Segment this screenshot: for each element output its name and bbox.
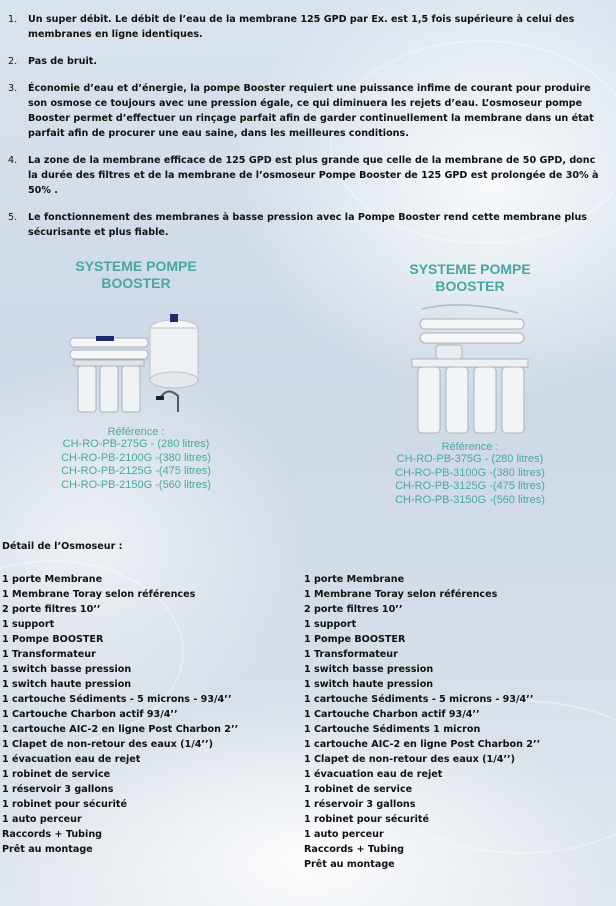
part-item: 1 switch basse pression <box>304 664 434 675</box>
feature-number: 2. <box>8 56 18 67</box>
part-item: 1 Transformateur <box>304 649 398 660</box>
ro-system-image <box>390 301 550 439</box>
part-item: 1 robinet pour sécurité <box>304 814 429 825</box>
feature-text: La zone de la membrane efficace de 125 GPD est plus grande que celle de la membrane de 50 GPD, donc la durée des filtres et de la membrane de l’osmoseur Pompe Booster de 125 GPD est prolongée de 30% à 50% . <box>28 155 599 196</box>
part-item: Raccords + Tubing <box>304 844 405 855</box>
feature-number: 5. <box>8 212 18 223</box>
part-item: 1 switch basse pression <box>2 664 132 675</box>
part-item: 1 cartouche Sédiments - 5 microns - 93/4’’ <box>304 694 534 705</box>
part-item: Prêt au montage <box>2 844 93 855</box>
part-item: 1 auto perceur <box>304 829 384 840</box>
part-item: 2 porte filtres 10’’ <box>304 604 403 615</box>
detail-heading: Détail de l’Osmoseur : <box>2 541 123 552</box>
part-item: 1 cartouche AIC-2 en ligne Post Charbon 2’’ <box>2 724 239 735</box>
part-item: 1 évacuation eau de rejet <box>2 754 141 765</box>
reference-item: CH-RO-PB-2150G -(560 litres) <box>61 478 211 491</box>
part-item: 1 robinet de service <box>304 784 413 795</box>
reference-item: CH-RO-PB-275G - (280 litres) <box>62 438 210 450</box>
feature-text: Un super débit. Le débit de l’eau de la membrane 125 GPD par Ex. est 1,5 fois supérieure à celui des membranes en ligne identiques. <box>28 14 575 40</box>
part-item: 1 Cartouche Charbon actif 93/4’’ <box>304 709 480 720</box>
feature-item <box>8 81 608 141</box>
reference-item: CH-RO-PB-2100G -(380 litres) <box>61 451 211 464</box>
part-item: 1 Membrane Toray selon références <box>304 589 498 600</box>
feature-item <box>8 54 608 69</box>
part-item: Raccords + Tubing <box>2 829 103 840</box>
part-item: 1 cartouche Sédiments - 5 microns - 93/4’’ <box>2 694 232 705</box>
reference-list <box>56 438 216 492</box>
part-item: 1 cartouche AIC-2 en ligne Post Charbon 2’’ <box>304 739 541 750</box>
feature-list <box>8 12 608 252</box>
part-item: 1 porte Membrane <box>2 574 103 585</box>
part-item: 1 Cartouche Charbon actif 93/4’’ <box>2 709 178 720</box>
feature-text: Économie d’eau et d’énergie, la pompe Booster requiert une puissance infime de courant pour produire son osmose ce toujours avec une pression égale, ce qui diminuera les rejets d’eau. L’osmoseur pompe Booster permet d’effectuer un rinçage parfait afin de garder continuellement la membrane dans un état parfait afin de procurer une eau saine, dans les meilleures conditions. <box>28 83 594 139</box>
ro-system-image <box>56 300 216 420</box>
product-title-line: BOOSTER <box>101 275 171 291</box>
product-title-line: SYSTEME POMPE <box>75 258 197 274</box>
part-item: 1 réservoir 3 gallons <box>2 784 114 795</box>
reference-heading: Référence : <box>441 441 499 453</box>
part-item: 1 évacuation eau de rejet <box>304 769 443 780</box>
reference-item: CH-RO-PB-3125G -(475 litres) <box>395 480 545 492</box>
part-item: 1 robinet de service <box>2 769 111 780</box>
part-item: 2 porte filtres 10’’ <box>2 604 101 615</box>
part-item: Prêt au montage <box>304 859 395 870</box>
part-item: 1 support <box>304 619 357 630</box>
part-item: 1 porte Membrane <box>304 574 405 585</box>
feature-number: 3. <box>8 83 18 94</box>
reference-heading: Référence : <box>107 426 165 438</box>
part-item: 1 Pompe BOOSTER <box>2 634 104 645</box>
feature-text: Le fonctionnement des membranes à basse pression avec la Pompe Booster rend cette membrane plus sécurisante et plus fiable. <box>28 212 588 238</box>
reference-item: CH-RO-PB-3150G -(560 litres) <box>395 493 545 506</box>
product-card-2 <box>390 261 550 507</box>
part-item: 1 Clapet de non-retour des eaux (1/4’’) <box>304 754 516 765</box>
feature-number: 1. <box>8 14 18 25</box>
parts-list-left <box>2 572 238 857</box>
part-item: 1 auto perceur <box>2 814 82 825</box>
part-item: 1 Transformateur <box>2 649 96 660</box>
part-item: 1 robinet pour sécurité <box>2 799 127 810</box>
feature-number: 4. <box>8 155 18 166</box>
product-title-line: BOOSTER <box>435 278 505 294</box>
part-item: 1 Cartouche Sédiments 1 micron <box>304 724 481 735</box>
part-item: 1 support <box>2 619 55 630</box>
part-item: 1 Clapet de non-retour des eaux (1/4’’) <box>2 739 214 750</box>
reference-list <box>390 453 550 507</box>
part-item: 1 switch haute pression <box>304 679 434 690</box>
reference-item: CH-RO-PB-2125G -(475 litres) <box>61 465 211 477</box>
reference-item: CH-RO-PB-375G - (280 litres) <box>396 453 544 465</box>
part-item: 1 Membrane Toray selon références <box>2 589 196 600</box>
parts-list-right <box>304 572 540 872</box>
feature-item <box>8 210 608 240</box>
feature-item <box>8 12 608 42</box>
product-title <box>56 258 216 292</box>
part-item: 1 réservoir 3 gallons <box>304 799 416 810</box>
part-item: 1 Pompe BOOSTER <box>304 634 406 645</box>
product-card-1 <box>56 258 216 492</box>
feature-text: Pas de bruit. <box>28 56 97 67</box>
feature-item <box>8 153 608 198</box>
reference-item: CH-RO-PB-3100G -(380 litres) <box>395 466 545 479</box>
product-title <box>390 261 550 295</box>
product-title-line: SYSTEME POMPE <box>409 261 531 277</box>
part-item: 1 switch haute pression <box>2 679 132 690</box>
